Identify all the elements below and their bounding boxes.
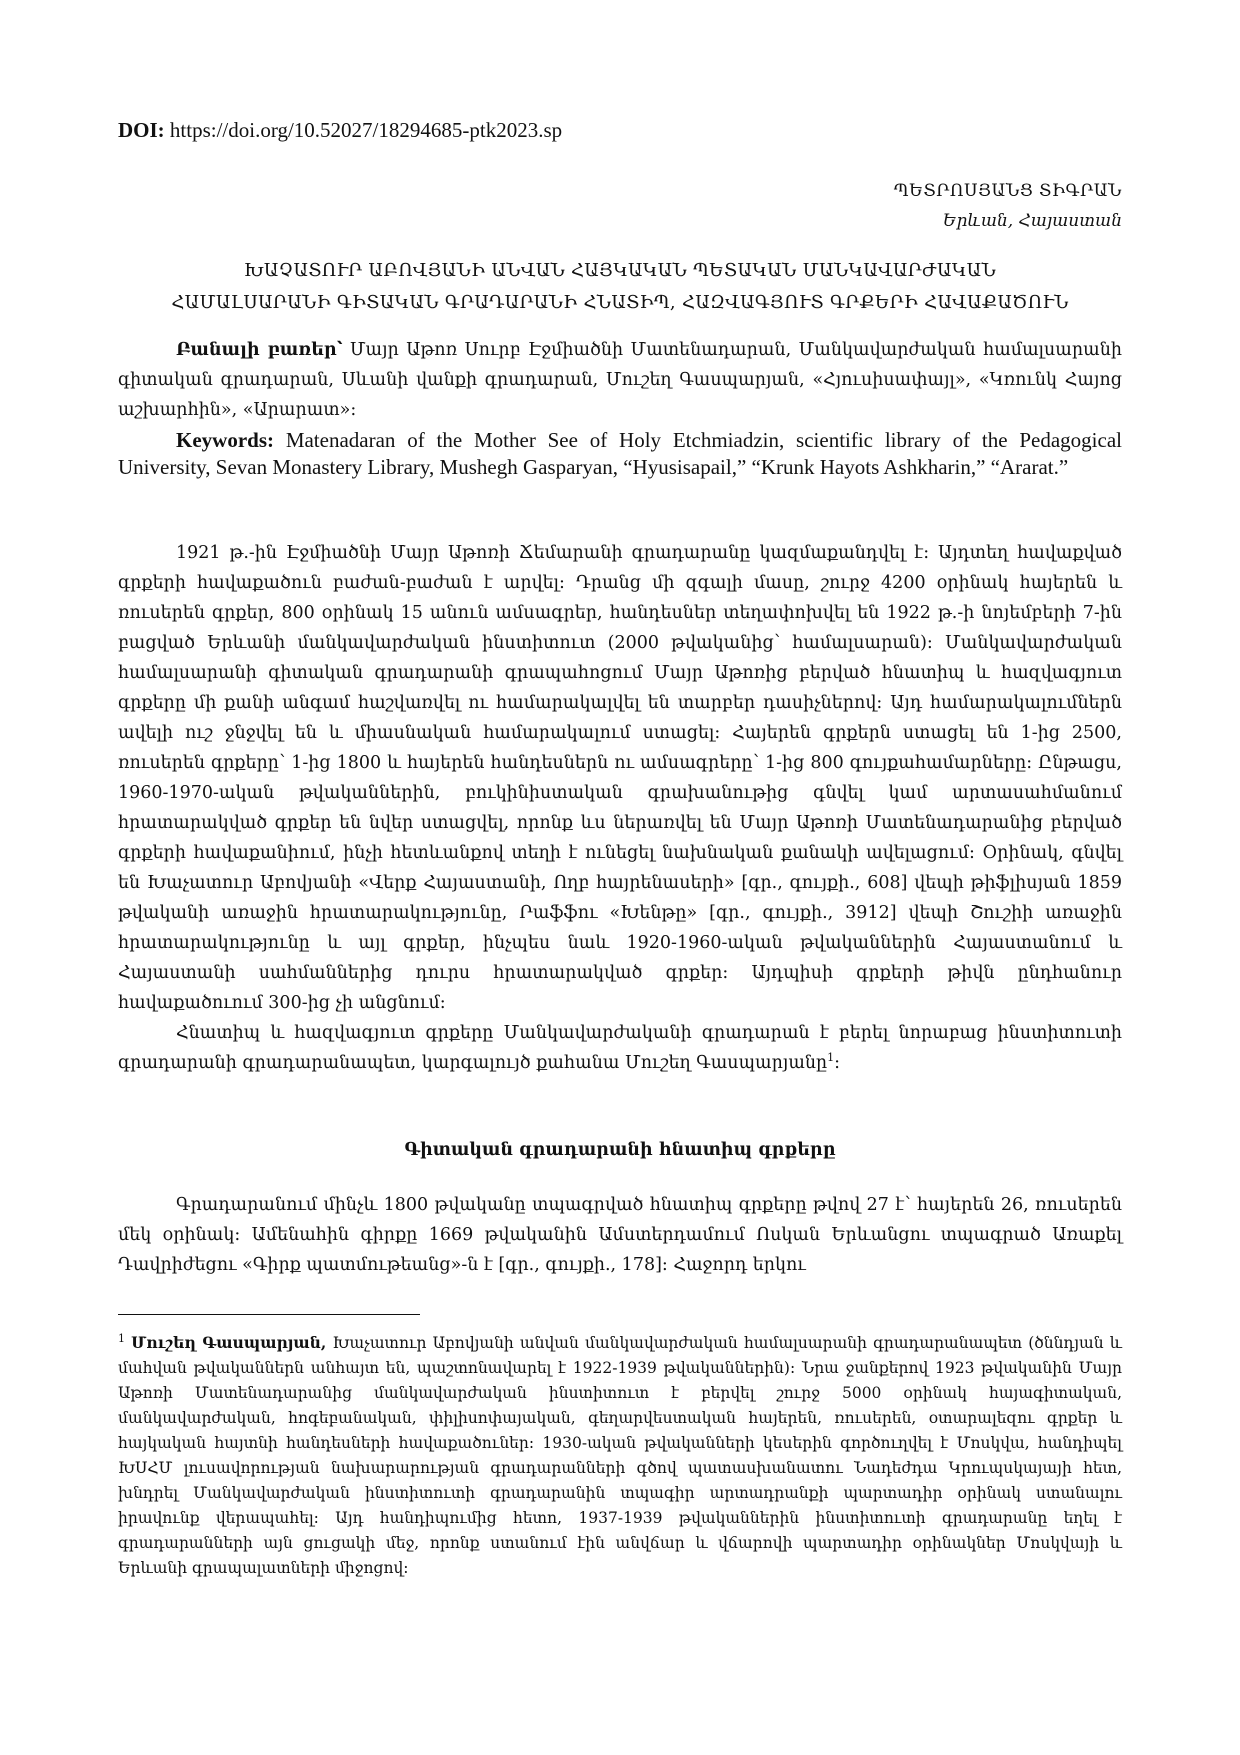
article-title — [118, 255, 1122, 319]
keywords-armenian-text: Մայր Աթոռ Սուրբ Էջմիածնի Մատենադարան, Մանկավարժական համալսարանի գիտական գրադարան, Սևանի վանքի գրադարան, Մուշեղ Գասպարյան, «Հյուսիսափայլ», «Կռունկ Հայոց աշխարհին», «Արարատ»: — [118, 340, 1122, 420]
keywords-english-text: Matenadaran of the Mother See of Holy Etchmiadzin, scientific library of the Pedagogical University, Sevan Monastery Library, Mushegh Gasparyan, “Hyusisapail,” “Krunk Hayots Ashkharin,” “Ararat.” — [118, 428, 1122, 479]
footnote — [118, 1330, 1122, 1581]
keywords-armenian — [118, 335, 1122, 425]
doi-label: DOI: — [118, 118, 165, 142]
footnote-divider — [118, 1314, 420, 1315]
author-block — [894, 176, 1122, 236]
footnote-reference[interactable]: 1 — [827, 1051, 835, 1065]
author-place: Երևան, Հայաստան — [942, 211, 1122, 231]
keywords-section — [118, 335, 1122, 481]
section-paragraph: Գրադարանում մինչև 1800 թվականը տպագրված հնատիպ գրքերը թվով 27 է՝ հայերեն 26, ռուսերեն մեկ օրինակ: Ամենահին գիրքը 1669 թվականին Ամստերդամում Ոսկան Երևանցու տպագրած Առաքել Դավրիժեցու «Գիրք պատմութեանց»-ն է [գր., գույքի., 178]: Հաջորդ երկու — [118, 1195, 1122, 1275]
body-paragraph-1: 1921 թ.-ին Էջմիածնի Մայր Աթոռի Ճեմարանի գրադարանը կազմաքանդվել է: Այդտեղ հավաքված գրքերի հավաքածուն բաժան-բաժան է արվել: Դրանց մի զգալի մասը, շուրջ 4200 օրինակ հայերեն և ռուսերեն գրքեր, 800 օրինակ 15 անուն ամսագրեր, հանդեսներ տեղափոխվել են 1922 թ.-ի նոյեմբերի 7-ին բացված Երևանի մանկավարժական ինստիտուտ (2000 թվականից՝ համալսարան): Մանկավարժական համալսարանի գիտական գրադարանի գրապահոցում Մայր Աթոռից բերված հնատիպ և հազվագյուտ գրքերը մի քանի անգամ հաշվառվել ու համարակալվել են տարբեր դասիչներով: Այդ համարակալումներն ավելի ուշ ջնջվել են և միասնական համարակալում ստացել: Հայերեն գրքերն ստացել են 1-ից 2500, ռուսերեն գրքերը՝ 1-ից 1800 և հայերեն հանդեսներն ու ամսագրերը՝ 1-ից 800 գույքահամարները: Ընթացս, 1960-1970-ական թվականներին, բուկինիստական գրախանութից գնվել կամ արտասահմանում հրատարակված գրքեր են նվեր ստացվել, որոնք ևս ներառվել են Մայր Աթոռի Մատենադարանից բերված գրքերի հավաքանիում, ինչի հետևանքով տեղի է ունեցել նախնական քանակի ավելացում: Օրինակ, գնվել են Խաչատուր Աբովյանի «Վերք Հայաստանի, Ողբ հայրենասերի» [գր., գույքի., 608] վեպի թիֆլիսյան 1859 թվականի առաջին հրատարակությունը, Րաֆֆու «Խենթը» [գր., գույքի., 3912] վեպի Շուշիի առաջին հրատարակությունը և այլ գրքեր, ինչպես նաև 1920-1960-ական թվականներին Հայաստանում և Հայաստանի սահմաններից դուրս հրատարակված գրքեր: Այդպիսի գրքերի թիվն ընդհանուր հավաքածուում 300-ից չի անցնում: — [118, 543, 1122, 1013]
doi-link[interactable]: https://doi.org/10.52027/18294685-ptk2023.sp — [169, 118, 563, 142]
title-line-2: ՀԱՄԱԼՍԱՐԱՆԻ ԳԻՏԱԿԱՆ ԳՐԱԴԱՐԱՆԻ ՀՆԱՏԻՊ, ՀԱԶՎԱԳՅՈՒՏ ԳՐՔԵՐԻ ՀԱՎԱՔԱԾՈՒՆ — [171, 292, 1069, 313]
section-body — [118, 1190, 1122, 1280]
footnote-text: Խաչատուր Աբովյանի անվան մանկավարժական համալսարանի գրադարանապետ (ծննդյան և մահվան թվականներն անհայտ են, պաշտոնավարել է 1922-1939 թվականներին): Նրա ջանքերով 1923 թվականին Մայր Աթոռի Մատենադարանից մանկավարժական ինստիտուտ է բերվել շուրջ 5000 օրինակ հայագիտական, մանկավարժական, հոգեբանական, փիլիսոփայական, գեղարվեստական հայերեն, ռուսերեն, օտարալեզու գրքեր և հայկական հայտնի հանդեսների հավաքածուներ: 1930-ական թվականների կեսերին գործուղվել է Մոսկվա, հանդիպել ԽՍՀՄ լուսավորության նախարարության գրադարանների գծով պատասխանատու Նադեժդա Կրուպսկայայի հետ, խնդրել Մանկավարժական ինստիտուտի գրադարանին տպագիր արտադրանքի պարտադիր օրինակ ստանալու իրավունք վերապահել: Այդ հանդիպումից հետո, 1937-1939 թվականներին ինստիտուտի գրադարանը եղել է գրադարանների այն ցուցակի մեջ, որոնք ստանում էին անվճար և վճարովի պարտադիր օրինակներ Մոսկվայի և Երևանի գրապալատների միջոցով: — [118, 1334, 1122, 1577]
body-paragraph-2-text: Հնատիպ և հազվագյուտ գրքերը Մանկավարժականի գրադարան է բերել նորաբաց ինստիտուտի գրադարանի գրադարանապետ, կարգալույծ քահանա Մուշեղ Գասպարյանը — [118, 1023, 1122, 1073]
footnote-number: 1 — [118, 1331, 125, 1345]
keywords-english-label: Keywords: — [176, 428, 274, 452]
author-name: ՊԵՏՐՈՍՅԱՆՑ ՏԻԳՐԱՆ — [893, 181, 1122, 201]
body-paragraph-2-end: : — [834, 1053, 841, 1073]
footnote-name: Մուշեղ Գասպարյան, — [131, 1333, 327, 1352]
keywords-english — [118, 427, 1122, 481]
keywords-armenian-label: Բանալի բառեր՝ — [176, 340, 343, 360]
body-text — [118, 538, 1122, 1078]
doi-line — [118, 118, 562, 143]
title-line-1: ԽԱՉԱՏՈՒՐ ԱԲՈՎՅԱՆԻ ԱՆՎԱՆ ՀԱՅԿԱԿԱՆ ՊԵՏԱԿԱՆ ՄԱՆԿԱՎԱՐԺԱԿԱՆ — [243, 260, 997, 281]
body-paragraph-2 — [118, 1018, 1122, 1078]
section-heading: Գիտական գրադարանի հնատիպ գրքերը — [404, 1140, 836, 1160]
